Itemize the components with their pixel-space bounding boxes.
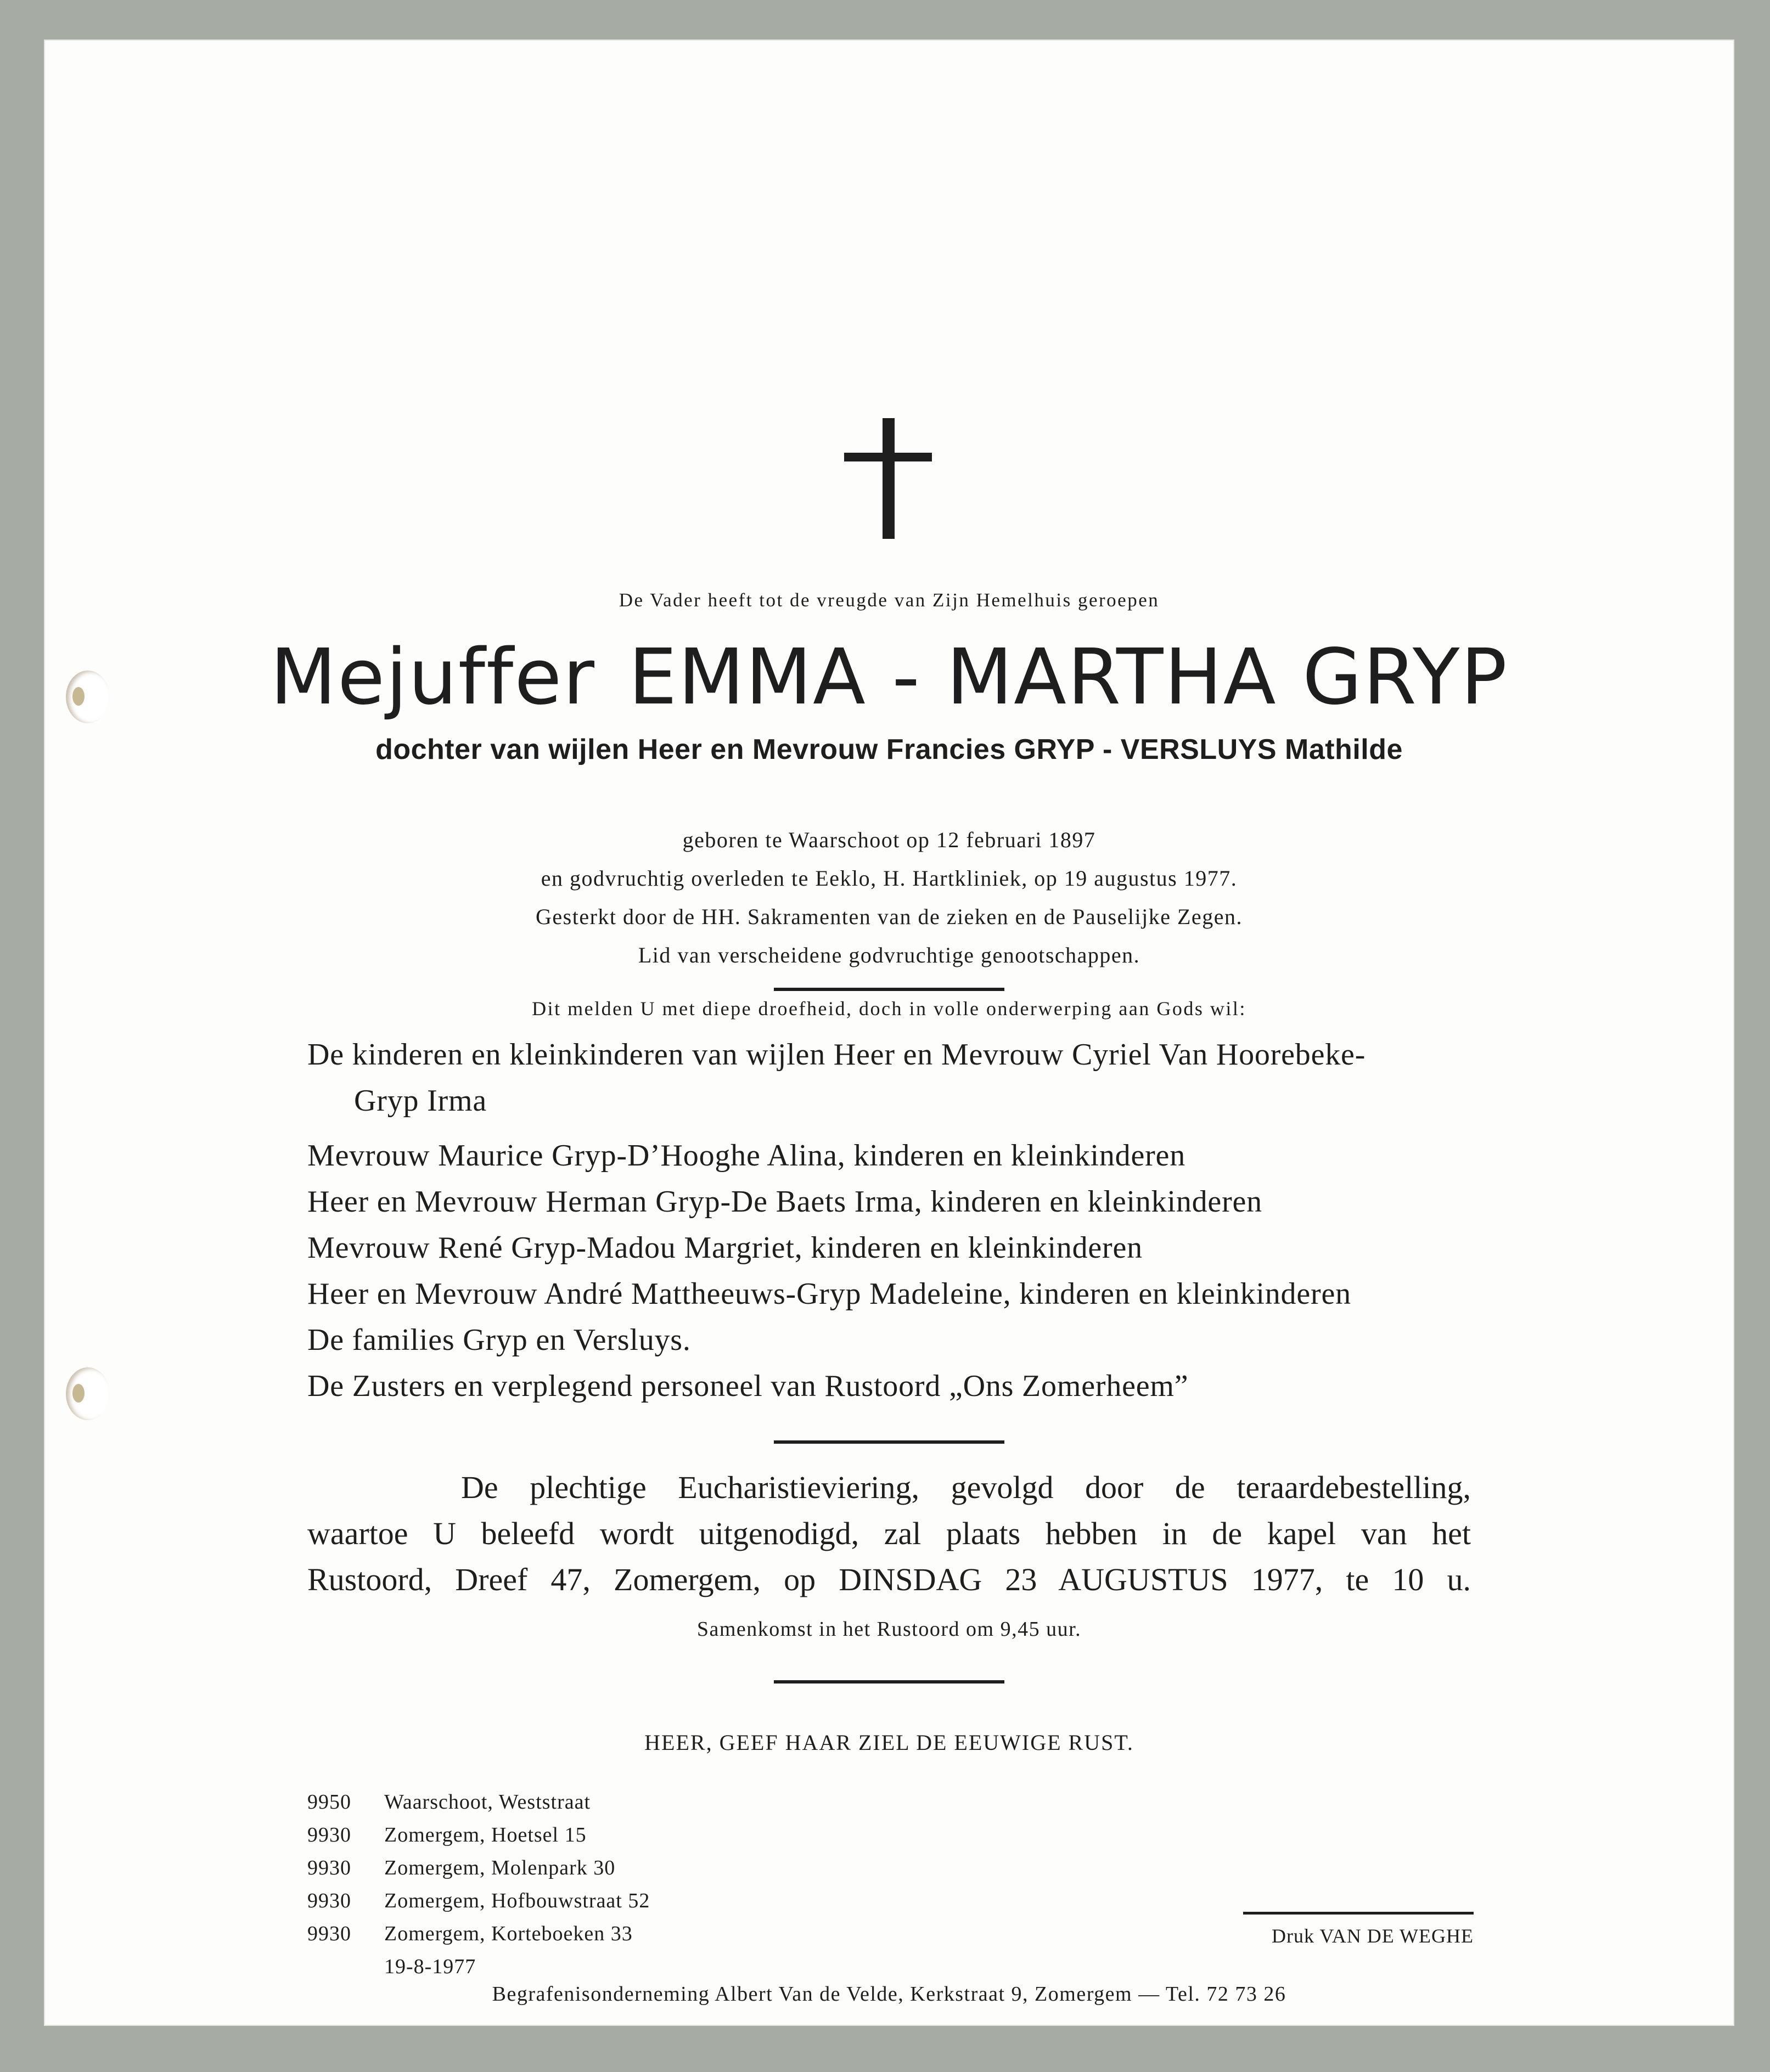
divider-3	[774, 1680, 1004, 1684]
punch-hole-bottom	[66, 1367, 110, 1420]
address-row	[307, 1790, 591, 1814]
membership-line: Lid van verscheidene godvruchtige genootschappen.	[638, 943, 1140, 967]
printer-credit: Druk VAN DE WEGHE	[1243, 1912, 1474, 1947]
death-line: en godvruchtig overleden te Eeklo, H. Hartkliniek, op 19 augustus 1977.	[541, 866, 1238, 891]
cross-icon	[844, 418, 932, 539]
service-line: De plechtige Eucharistieviering, gevolgd door de teraardebestelling,	[461, 1469, 1471, 1505]
address: Zomergem, Korteboeken 33	[384, 1922, 633, 1945]
address: Waarschoot, Weststraat	[384, 1791, 591, 1814]
postal-code: 9930	[307, 1889, 351, 1912]
address: Zomergem, Hoetsel 15	[384, 1823, 587, 1846]
address: Zomergem, Molenpark 30	[384, 1856, 616, 1879]
name-main: EMMA - MARTHA GRYP	[628, 633, 1508, 722]
mourner-line: De families Gryp en Versluys.	[307, 1323, 691, 1357]
announcement-line: Dit melden U met diepe droefheid, doch in volle onderwerping aan Gods wil:	[532, 998, 1246, 1020]
name-prefix: Mejuffer	[270, 633, 596, 722]
address: Zomergem, Hofbouwstraat 52	[384, 1889, 650, 1912]
address-row	[307, 1856, 615, 1880]
divider-2	[774, 1440, 1004, 1444]
mourner-line: De Zusters en verplegend personeel van Rustoord „Ons Zomerheem”	[307, 1369, 1189, 1403]
service-line: waartoe U beleefd wordt uitgenodigd, zal plaats hebben in de kapel van het	[307, 1516, 1471, 1551]
deceased-name	[44, 631, 1734, 724]
divider-1	[774, 988, 1004, 991]
parents-line: dochter van wijlen Heer en Mevrouw Francies GRYP - VERSLUYS Mathilde	[375, 734, 1403, 765]
service-line: Rustoord, Dreef 47, Zomergem, op DINSDAG 23 AUGUSTUS 1977, te 10 u.	[307, 1562, 1471, 1597]
death-notice-card	[44, 40, 1734, 2026]
undertaker-line: Begrafenisonderneming Albert Van de Velde, Kerkstraat 9, Zomergem — Tel. 72 73 26	[492, 1983, 1286, 2006]
postal-code: 9950	[307, 1791, 351, 1814]
mourner-line: Mevrouw René Gryp-Madou Margriet, kinderen en kleinkinderen	[307, 1231, 1143, 1265]
mourner-line: Heer en Mevrouw Herman Gryp-De Baets Irma, kinderen en kleinkinderen	[307, 1185, 1262, 1219]
address-row	[307, 1889, 650, 1913]
intro-line: De Vader heeft tot de vreugde van Zijn Hemelhuis geroepen	[619, 589, 1160, 611]
notice-date: 19-8-1977	[384, 1955, 476, 1978]
prayer-line: HEER, GEEF HAAR ZIEL DE EEUWIGE RUST.	[644, 1730, 1134, 1755]
address-row	[307, 1823, 587, 1847]
birth-line: geboren te Waarschoot op 12 februari 1897	[682, 827, 1096, 852]
mourner-line: De kinderen en kleinkinderen van wijlen Heer en Mevrouw Cyriel Van Hoorebeke-	[307, 1038, 1366, 1072]
postal-code: 9930	[307, 1922, 351, 1945]
mourner-line: Heer en Mevrouw André Mattheeuws-Gryp Madeleine, kinderen en kleinkinderen	[307, 1277, 1351, 1311]
postal-code: 9930	[307, 1823, 351, 1846]
sacraments-line: Gesterkt door de HH. Sakramenten van de zieken en de Pauselijke Zegen.	[536, 904, 1243, 929]
meeting-line: Samenkomst in het Rustoord om 9,45 uur.	[696, 1618, 1082, 1641]
mourner-line: Mevrouw Maurice Gryp-D’Hooghe Alina, kinderen en kleinkinderen	[307, 1139, 1186, 1173]
mourner-line: Gryp Irma	[354, 1084, 487, 1118]
address-row	[307, 1922, 633, 1946]
postal-code: 9930	[307, 1856, 351, 1879]
